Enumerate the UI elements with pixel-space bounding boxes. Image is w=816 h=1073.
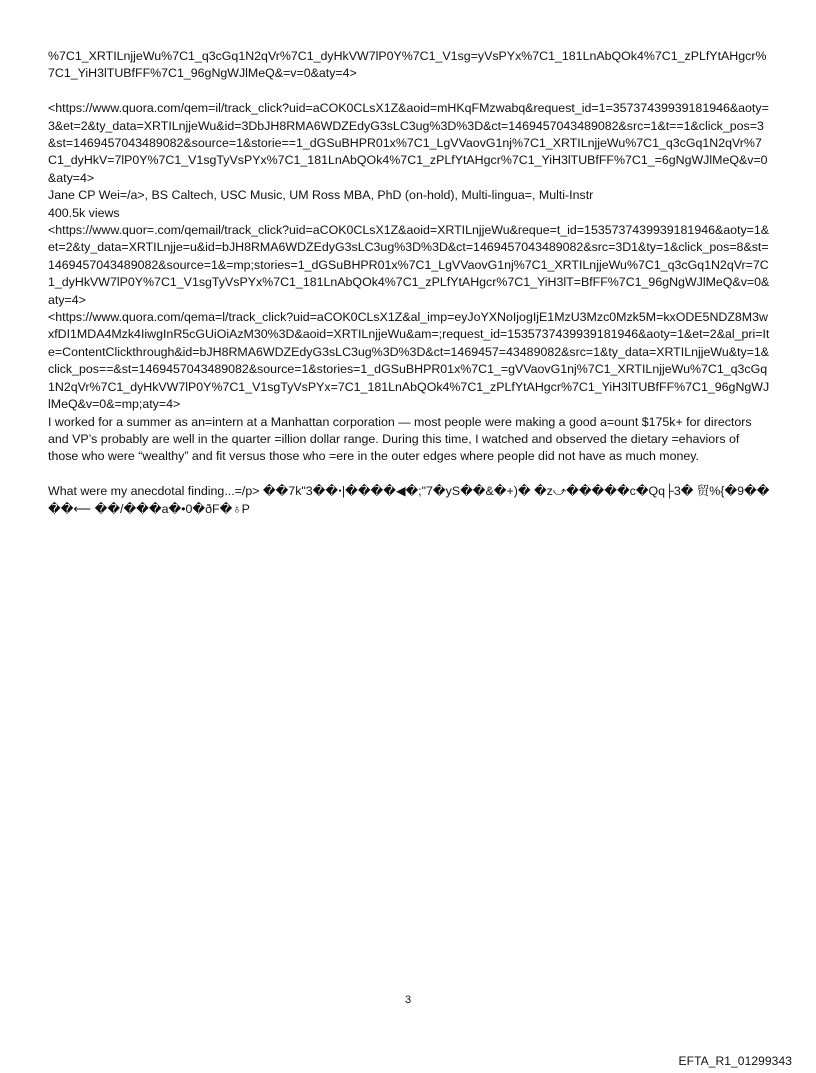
author-credentials: Jane CP Wei=/a>, BS Caltech, USC Music, UM Ross MBA, PhD (on-hold), Multi-lingua=, Multi-Instr bbox=[48, 188, 594, 203]
tracking-url: <https://www.quora.com/qema=l/track_click?uid=aCOK0CLsX1Z&al_imp=eyJoYXNoIjogIjE1MzU3Mzc0Mzk5M=kxODE5NDZ8M3wxfDI1MDA4Mzk4IiwgInR5cGUiOiAzM30%3D&aoid=XRTILnjjeWu&am=;request_id=1535737439939181946&aoty=1&et=2&al_pri=Ite=ContentClickthrough&id=bJH8RMA6WDZEdyG3sLC3ug%3D%3D&ct=1469457=43489082&src=1&ty_data=XRTILnjjeWu&ty=1&click_pos==&st=1469457043489082&source=1&stories=1_dGSuBHPR01x%7C1_=gVVaovG1nj%7C1_XRTILnjjeWu%7C1_q3cGq1N2qVr%7C1_dyHkVW7lP0Y%7C1_V1sgTyVsPYx=7C1_181LnAbQOk4%7C1_zPLfYtAHgcr%7C1_YiH3lTUBfFF%7C1_96gNgWJlMeQ&v=0&=mp;aty=4> bbox=[48, 310, 770, 412]
url-fragment-line: %7C1_XRTILnjjeWu%7C1_q3cGq1N2qVr%7C1_dyHkVW7lP0Y%7C1_V1sg=yVsPYx%7C1_181LnAbQOk4%7C1_zPLfYtAHgcr%7C1_YiH3lTUBfFF%7C1_96gNgWJlMeQ&=v=0&aty=4> bbox=[48, 49, 767, 81]
email-body bbox=[48, 48, 770, 518]
tracking-url: <https://www.quor=.com/qemail/track_click?uid=aCOK0CLsX1Z&aoid=XRTILnjjeWu&reque=t_id=1535737439939181946&aoty=1&et=2&ty_data=XRTILnjje=u&id=bJH8RMA6WDZEdyG3sLC3ug%3D%3D&ct=1469457043489082&src=3D1&ty=1&click_pos=8&st=1469457043489082&source=1&=mp;stories=1_dGSuBHPR01x%7C1_LgVVaovG1nj%7C1_XRTILnjjeWu%7C1_q3cGq1N2qVr=7C1_dyHkVW7lP0Y%7C1_V1sgTyVsPYx%7C1_181LnAbQOk4%7C1_zPLfYtAHgcr%7C1_YiH3lT=BfFF%7C1_96gNgWJlMeQ&v=0&aty=4> bbox=[48, 223, 770, 307]
view-count: 400.5k views bbox=[48, 205, 120, 220]
page-number: 3 bbox=[404, 994, 412, 1006]
body-paragraph: I worked for a summer as an=intern at a Manhattan corporation — most people were making a good a=ount $175k+ for directors and VP’s probably are well in the quarter =illion dollar range. During this time, I watched and observed the dietary =ehaviors of those who were “wealthy” and fit versus those who =ere in the outer edges where people did not have as much money. bbox=[48, 414, 752, 464]
tracking-url: <https://www.quora.com/qem=il/track_click?uid=aCOK0CLsX1Z&aoid=mHKqFMzwabq&request_id=1=35737439939181946&aoty=3&et=2&ty_data=XRTILnjjeWu&id=3DbJH8RMA6WDZEdyG3sLC3ug%3D%3D&ct=1469457043489082&src=1&t==1&click_pos=3&st=1469457043489082&source=1&storie==1_dGSuBHPR01x%7C1_LgVVaovG1nj%7C1_XRTILnjjeWu%7C1_q3cGq1N2qVr%7C1_dyHkV=7lP0Y%7C1_V1sgTyVsPYx%7C1_181LnAbQOk4%7C1_zPLfYtAHgcr%7C1_YiH3lTUBfFF%7C1_=6gNgWJlMeQ&v=0&aty=4> bbox=[48, 101, 769, 185]
blank-line bbox=[48, 466, 770, 483]
bates-number: EFTA_R1_01299343 bbox=[678, 1054, 792, 1068]
garbled-text-line: What were my anecdotal finding...=/p> ��7k"3��ꞏ|����◀�;"7�yS��&�+)� �z⤻�����c�Qq├3� 贸%{�9����⟵ ��/���a�•0�ðF�♁P bbox=[48, 484, 770, 516]
blank-line bbox=[48, 83, 770, 100]
